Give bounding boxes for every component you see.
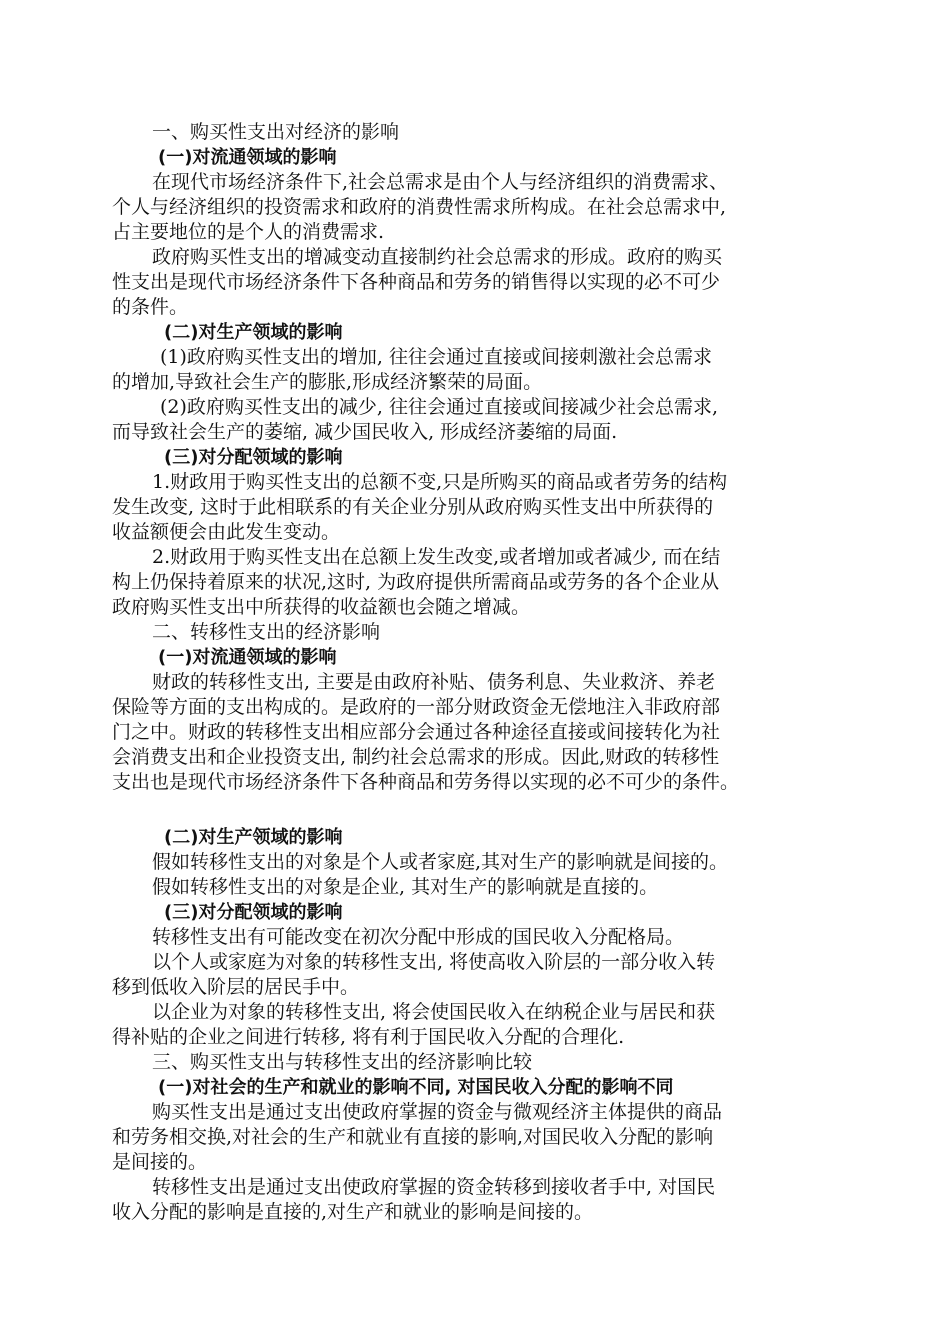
paragraph-line: 政府购买性支出的增减变动直接制约社会总需求的形成。政府的购买	[152, 246, 723, 268]
paragraph-line: 在现代市场经济条件下,社会总需求是由个人与经济组织的消费需求、	[152, 171, 729, 193]
subsection-heading: (二)对生产领域的影响	[164, 322, 343, 343]
paragraph-line: 假如转移性支出的对象是企业, 其对生产的影响就是直接的。	[152, 876, 659, 898]
paragraph-line: 以企业为对象的转移性支出, 将会使国民收入在纳税企业与居民和获	[152, 1001, 716, 1023]
paragraph-line: 以个人或家庭为对象的转移性支出, 将使高收入阶层的一部分收入转	[152, 951, 716, 973]
section-heading: 一、购买性支出对经济的影响	[152, 121, 400, 143]
paragraph-line: 收入分配的影响是直接的,对生产和就业的影响是间接的。	[112, 1201, 594, 1223]
paragraph-line: 得补贴的企业之间进行转移, 将有利于国民收入分配的合理化.	[112, 1026, 625, 1048]
paragraph-line: 发生改变, 这时于此相联系的有关企业分别从政府购买性支出中所获得的	[112, 496, 714, 518]
document-page	[112, 120, 842, 1225]
paragraph-line: 而导致社会生产的萎缩, 减少国民收入, 形成经济萎缩的局面.	[112, 421, 618, 443]
paragraph-line: 的增加,导致社会生产的膨胀,形成经济繁荣的局面。	[112, 371, 543, 393]
paragraph-line: 假如转移性支出的对象是个人或者家庭,其对生产的影响就是间接的。	[152, 851, 729, 873]
paragraph-line: 会消费支出和企业投资支出, 制约社会总需求的形成。因此,财政的转移性	[112, 746, 720, 768]
section-heading: 二、转移性支出的经济影响	[152, 621, 381, 643]
paragraph-line: 占主要地位的是个人的消费需求.	[112, 221, 385, 243]
subsection-heading: (二)对生产领域的影响	[164, 827, 343, 848]
paragraph-line: 的条件。	[112, 296, 189, 318]
paragraph-line: 保险等方面的支出构成的。是政府的一部分财政资金无偿地注入非政府部	[112, 696, 721, 718]
paragraph-line: 移到低收入阶层的居民手中。	[112, 976, 360, 998]
paragraph-line: 财政的转移性支出, 主要是由政府补贴、债务利息、失业救济、养老	[152, 671, 716, 693]
paragraph-line: 是间接的。	[112, 1151, 208, 1173]
subsection-heading: (三)对分配领域的影响	[164, 447, 343, 468]
paragraph-line: 门之中。财政的转移性支出相应部分会通过各种途径直接或间接转化为社	[112, 721, 721, 743]
paragraph-line: 政府购买性支出中所获得的收益额也会随之增减。	[112, 596, 531, 618]
paragraph-line: 转移性支出有可能改变在初次分配中形成的国民收入分配格局。	[152, 926, 685, 948]
paragraph-line: 支出也是现代市场经济条件下各种商品和劳务得以实现的必不可少的条件。	[112, 771, 740, 793]
subsection-heading: (一)对流通领域的影响	[158, 647, 337, 668]
subsection-heading: (一)对流通领域的影响	[158, 147, 337, 168]
paragraph-line: 1.财政用于购买性支出的总额不变,只是所购买的商品或者劳务的结构	[152, 471, 728, 493]
paragraph-line: 2.财政用于购买性支出在总额上发生改变,或者增加或者减少, 而在结	[152, 546, 721, 568]
section-heading: 三、购买性支出与转移性支出的经济影响比较	[152, 1051, 533, 1073]
blank-line	[112, 795, 842, 825]
paragraph-line: 性支出是现代市场经济条件下各种商品和劳务的销售得以实现的必不可少	[112, 271, 721, 293]
paragraph-line: 个人与经济组织的投资需求和政府的消费性需求所构成。在社会总需求中,	[112, 196, 727, 218]
paragraph-line: (1)政府购买性支出的增加, 往往会通过直接或间接刺激社会总需求	[160, 346, 712, 368]
paragraph-line: 转移性支出是通过支出使政府掌握的资金转移到接收者手中, 对国民	[152, 1176, 716, 1198]
paragraph-line: (2)政府购买性支出的减少, 往往会通过直接或间接减少社会总需求,	[160, 396, 719, 418]
subsection-heading: (三)对分配领域的影响	[164, 902, 343, 923]
paragraph-line: 和劳务相交换,对社会的生产和就业有直接的影响,对国民收入分配的影响	[112, 1126, 714, 1148]
paragraph-line: 购买性支出是通过支出使政府掌握的资金与微观经济主体提供的商品	[152, 1101, 723, 1123]
subsection-heading: (一)对社会的生产和就业的影响不同, 对国民收入分配的影响不同	[158, 1077, 674, 1098]
paragraph-line: 收益额便会由此发生变动。	[112, 521, 341, 543]
paragraph-line: 构上仍保持着原来的状况,这时, 为政府提供所需商品或劳务的各个企业从	[112, 571, 720, 593]
